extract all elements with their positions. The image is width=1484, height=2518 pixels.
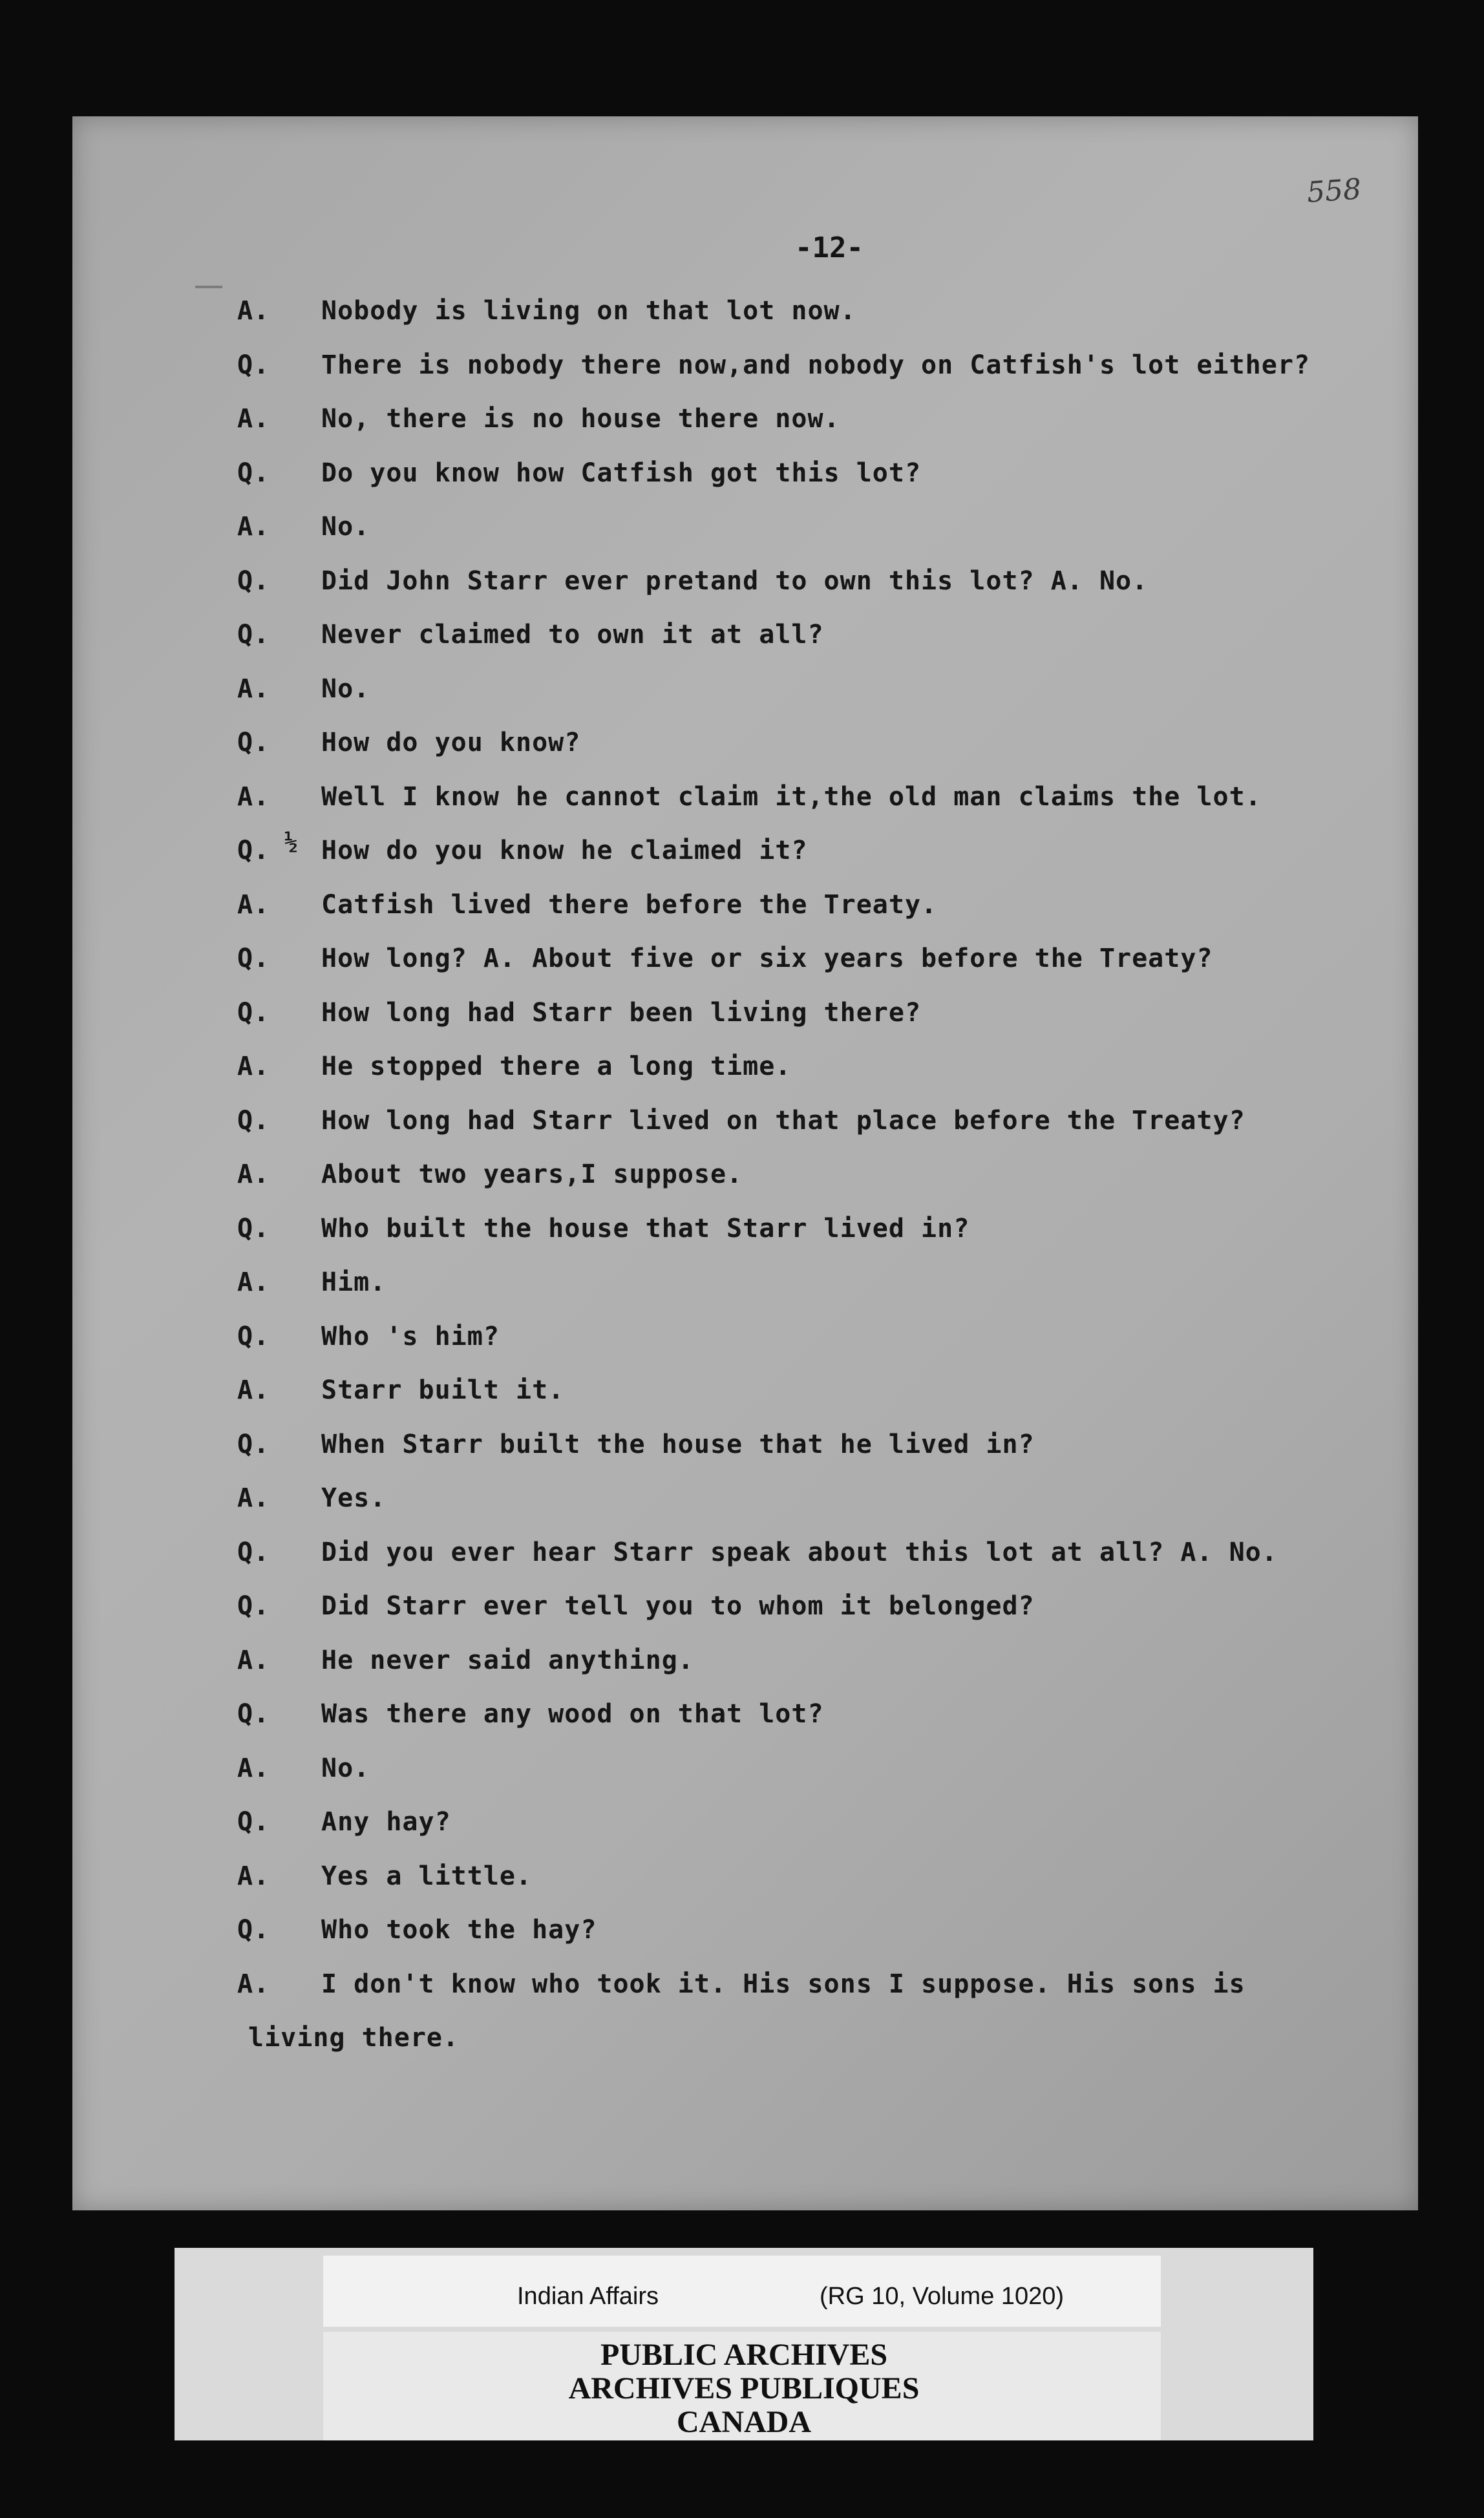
speaker-label: A. [237,1267,270,1297]
line-text: No. [321,1753,370,1783]
transcript-line [72,1861,1418,1908]
transcript-line [72,512,1418,558]
transcript-line [72,1645,1418,1692]
transcript-line [72,458,1418,505]
transcript-line [72,829,1418,882]
transcript-line [72,1699,1418,1746]
line-text: Never claimed to own it at all? [321,620,824,650]
speaker-label: A. [237,1159,270,1189]
speaker-label: A. [237,1375,270,1405]
speaker-label: A. [237,1052,270,1081]
archive-series: Indian Affairs [517,2283,659,2310]
line-text: Starr built it. [321,1375,565,1405]
transcript-line [72,350,1418,397]
speaker-label: A. [237,673,270,704]
transcript-line [72,1753,1418,1800]
ink-mark [195,286,222,288]
line-text: When Starr built the house that he lived in? [321,1429,1035,1459]
line-text: Yes a little. [321,1861,533,1891]
transcript-line [72,1483,1418,1530]
line-text: How do you know? [321,728,581,757]
transcript-line [72,1106,1418,1152]
line-text: Who built the house that Starr lived in? [321,1213,970,1243]
speaker-label: Q. [237,566,270,596]
transcript-line [72,998,1418,1044]
line-text: How long? A. About five or six years before the Treaty? [321,944,1213,973]
speaker-label: Q. [237,1915,270,1945]
speaker-label: Q. [237,620,270,650]
page-number: -12- [795,231,864,264]
archive-page-mark: 558 [1306,173,1362,209]
speaker-label: A. [237,404,270,434]
transcript-line [72,566,1418,613]
speaker-label: Q. [237,1699,270,1729]
line-text: living there. [248,2023,460,2053]
transcript-line [72,1915,1418,1962]
speaker-label: Q. [237,1105,270,1136]
line-text: Do you know how Catfish got this lot? [321,458,922,488]
transcript-line [72,674,1418,721]
speaker-label: Q. [237,836,270,865]
line-text: Was there any wood on that lot? [321,1699,824,1729]
transcript-line [72,1591,1418,1638]
speaker-label: Q. [237,728,270,757]
speaker-label: Q. [237,944,270,973]
speaker-label: A. [237,512,270,542]
speaker-label: Q. [237,458,270,488]
line-text: Who took the hay? [321,1915,597,1945]
line-text: There is nobody there now,and nobody on Catfish's lot either? [321,350,1311,380]
transcript-line [72,1322,1418,1368]
transcript-line [72,296,1418,343]
transcript-line [72,1375,1418,1422]
line-text: Who 's him? [321,1321,500,1351]
line-text: Nobody is living on that lot now. [321,296,856,326]
transcript-line [72,1052,1418,1098]
line-text: How long had Starr been living there? [321,997,922,1028]
transcript-line [72,890,1418,936]
speaker-label: A. [237,1483,270,1513]
line-text: Did John Starr ever pretand to own this lot? A. No. [321,566,1149,596]
line-text: About two years,I suppose. [321,1159,743,1189]
institution-name-fr: ARCHIVES PUBLIQUES [568,2371,920,2406]
margin-fraction-mark: ½ [284,829,299,855]
line-text: He never said anything. [321,1645,694,1675]
speaker-label: Q. [237,1807,270,1837]
line-text: Well I know he cannot claim it,the old man claims the lot. [321,781,1262,812]
transcript-line [72,620,1418,666]
line-text: Any hay? [321,1807,451,1837]
transcript-line [72,944,1418,990]
transcript-line [72,728,1418,774]
institution-name-en: PUBLIC ARCHIVES [600,2338,888,2372]
transcript-line [72,1969,1418,2016]
line-text: Him. [321,1267,387,1297]
line-text: He stopped there a long time. [321,1052,792,1081]
institution-country: CANADA [677,2405,811,2439]
speaker-label: Q. [237,1537,270,1567]
transcript-line [72,782,1418,829]
line-text: No, there is no house there now. [321,404,840,434]
speaker-label: A. [237,1753,270,1783]
line-text: No. [321,512,370,542]
line-text: How do you know he claimed it? [321,836,808,865]
line-text: Catfish lived there before the Treaty. [321,889,938,920]
speaker-label: A. [237,889,270,920]
line-text: Did you ever hear Starr speak about this lot at all? A. No. [321,1537,1278,1567]
speaker-label: A. [237,781,270,812]
transcript-line [72,1538,1418,1584]
speaker-label: Q. [237,1591,270,1621]
speaker-label: A. [237,296,270,326]
archive-label-top [323,2256,1161,2327]
line-text: Yes. [321,1483,387,1513]
speaker-label: Q. [237,1429,270,1459]
speaker-label: Q. [237,350,270,380]
transcript-line [72,1267,1418,1314]
line-text: I don't know who took it. His sons I suppose. His sons is [321,1969,1246,1999]
transcript-line [72,1430,1418,1476]
transcript-line [72,2023,1418,2069]
speaker-label: Q. [237,1213,270,1243]
document-page [72,116,1418,2210]
line-text: Did Starr ever tell you to whom it belonged? [321,1591,1035,1621]
transcript-line [72,1807,1418,1854]
speaker-label: A. [237,1969,270,1999]
speaker-label: Q. [237,997,270,1028]
transcript-line [72,404,1418,450]
line-text: How long had Starr lived on that place before the Treaty? [321,1105,1246,1136]
line-text: No. [321,673,370,704]
speaker-label: A. [237,1861,270,1891]
speaker-label: A. [237,1645,270,1675]
speaker-label: Q. [237,1321,270,1351]
archive-label-card [175,2248,1313,2440]
archive-reference: (RG 10, Volume 1020) [820,2283,1065,2310]
transcript-line [72,1159,1418,1206]
transcript-line [72,1214,1418,1260]
